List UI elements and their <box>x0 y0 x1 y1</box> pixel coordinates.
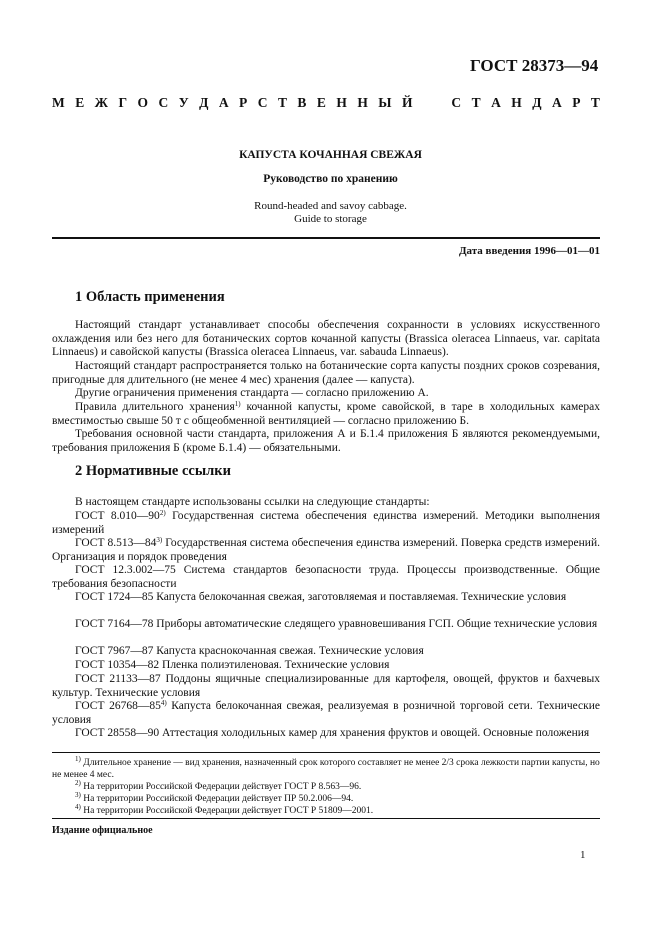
section-1-paragraph-2: Настоящий стандарт распространяется только на ботанические сорта капусты поздних сроков созревания, пригодные для длительного (не менее 4 мес) хранения (далее — капуста). <box>52 360 600 386</box>
banner-letter: Т <box>277 95 287 110</box>
footnote-separator <box>52 752 600 753</box>
reference-title: Капуста краснокочанная свежая. Технические условия <box>153 645 424 657</box>
banner-letter: Й <box>402 95 413 110</box>
banner-letter: О <box>137 95 149 110</box>
reference-code[interactable]: ГОСТ 7967—87 <box>75 645 154 657</box>
footnote-item <box>52 805 600 817</box>
title-divider <box>52 237 600 239</box>
banner-letter: Е <box>316 95 326 110</box>
banner-letter: М <box>52 95 65 110</box>
banner-letter: А <box>218 95 229 110</box>
page-number: 1 <box>580 849 586 861</box>
official-edition-label: Издание официальное <box>52 825 153 836</box>
gost-number: ГОСТ 28373—94 <box>470 56 599 75</box>
reference-code[interactable]: ГОСТ 26768—85 <box>75 700 161 712</box>
banner-letter: Т <box>471 95 481 110</box>
footnote-item <box>52 793 600 805</box>
footer-divider <box>52 818 600 819</box>
banner-letter: Р <box>239 95 248 110</box>
banner-letter: Е <box>75 95 85 110</box>
banner-letter: А <box>491 95 501 110</box>
footnote-item <box>52 757 600 781</box>
paragraph-4-start: Правила длительного хранения <box>75 401 235 413</box>
reference-title: Система стандартов безопасности труда. Процессы производственные. Общие требования безопасности <box>52 564 600 590</box>
banner-letter: Н <box>357 95 368 110</box>
section-1-paragraph-4 <box>52 401 600 428</box>
document-subtitle: Руководство по хранению <box>263 173 398 185</box>
reference-title: Капуста белокочанная свежая, заготовляемая и поставляемая. Технические условия <box>153 591 567 603</box>
banner-letter: Д <box>199 95 209 110</box>
section-1-heading: 1 Область применения <box>75 289 225 305</box>
banner-letter: Д <box>532 95 542 110</box>
document-title: КАПУСТА КОЧАННАЯ СВЕЖАЯ <box>239 149 422 161</box>
reference-code[interactable]: ГОСТ 7164—78 <box>75 618 154 630</box>
footnote-mark: 1) <box>75 755 81 763</box>
footnote-mark: 4) <box>75 803 81 811</box>
banner-letter: Р <box>572 95 581 110</box>
paragraph-4-end: кочанной капусты, кроме савойской, в таре в холодильных камерах вместимостью свыше 50 т с общеобменной вентиляцией — согласно приложению Б. <box>52 401 600 427</box>
reference-code[interactable]: ГОСТ 28558—90 <box>75 727 160 739</box>
reference-item <box>52 700 600 727</box>
footnote-text: На территории Российской Федерации действует ГОСТ Р 51809—2001. <box>83 806 374 816</box>
reference-code[interactable]: ГОСТ 8.513—84 <box>75 537 157 549</box>
footnote-mark: 2) <box>75 779 81 787</box>
reference-code[interactable]: ГОСТ 21133—87 <box>75 673 161 685</box>
footnote-ref[interactable]: 2) <box>159 509 166 517</box>
reference-item <box>52 659 600 673</box>
footnote-mark: 3) <box>75 791 81 799</box>
reference-code[interactable]: ГОСТ 1724—85 <box>75 591 154 603</box>
banner-letter: С <box>451 95 462 110</box>
banner-letter: А <box>552 95 562 110</box>
footnote-ref[interactable]: 3) <box>156 536 163 544</box>
section-1-paragraph-5: Требования основной части стандарта, приложения А и Б.1.4 приложения Б являются рекомендуемыми, требования приложения Б (кроме Б.1.4) — обязательными. <box>52 428 600 454</box>
footnote-text: Длительное хранение — вид хранения, назначенный срок которого составляет не менее 2/3 срока лежкости партии капусты, но не менее 4 мес. <box>52 758 600 780</box>
banner-letter: Ы <box>378 95 392 110</box>
banner-letter: Ж <box>94 95 109 110</box>
banner-letter: В <box>297 95 307 110</box>
reference-item <box>52 645 600 659</box>
reference-title: Государственная система обеспечения единства измерений. Методики выполнения измерений <box>52 510 600 536</box>
banner-letter: Т <box>590 95 600 110</box>
reference-code[interactable]: ГОСТ 10354—82 <box>75 659 160 671</box>
english-title-line-2: Guide to storage <box>294 213 367 225</box>
reference-title: Аттестация холодильных камер для хранения фруктов и овощей. Основные положения <box>159 727 590 739</box>
section-1-paragraph-1: Настоящий стандарт устанавливает способы обеспечения сохранности в условиях искусственного охлаждения или без него для ботанических сортов кочанной капусты (Brassica oleracea Linnaeus, var. capitata Linnaeus) и савойской капусты (Brassica oleracea Linnaeus, var. sabauda Linnaeus). <box>52 319 600 359</box>
footnote-ref-1[interactable]: 1) <box>234 400 241 408</box>
reference-item <box>52 673 600 700</box>
banner-letter: С <box>257 95 268 110</box>
section-2-heading: 2 Нормативные ссылки <box>75 463 231 479</box>
reference-title: Пленка полиэтиленовая. Технические условия <box>159 659 390 671</box>
banner-letter: С <box>158 95 169 110</box>
reference-item <box>52 564 600 591</box>
section-1-paragraph-3: Другие ограничения применения стандарта — согласно приложению А. <box>75 387 429 399</box>
section-2-intro: В настоящем стандарте использованы ссылки на следующие стандарты: <box>75 496 430 508</box>
banner-gap <box>423 95 441 111</box>
reference-code[interactable]: ГОСТ 8.010—90 <box>75 510 160 522</box>
reference-item <box>52 591 600 605</box>
introduction-date: Дата введения 1996—01—01 <box>458 245 600 257</box>
footnote-item <box>52 781 600 793</box>
standard-type-banner <box>52 95 600 111</box>
reference-title: Капуста белокочанная свежая, реализуемая в розничной торговой сети. Технические условия <box>52 700 600 726</box>
reference-item <box>52 537 600 564</box>
reference-item <box>52 510 600 537</box>
reference-title: Поддоны ящичные специализированные для картофеля, овощей, фруктов и бахчевых культур. Технические условия <box>52 673 600 699</box>
footnote-ref[interactable]: 4) <box>160 699 167 707</box>
footnote-text: На территории Российской Федерации действует ГОСТ Р 8.563—96. <box>83 782 362 792</box>
banner-letter: Н <box>336 95 347 110</box>
english-title-line-1: Round-headed and savoy cabbage. <box>254 200 407 212</box>
reference-title: Государственная система обеспечения единства измерений. Поверка средств измерений. Организация и порядок проведения <box>52 537 600 563</box>
footnote-text: На территории Российской Федерации действует ПР 50.2.006—94. <box>83 794 354 804</box>
reference-code[interactable]: ГОСТ 12.3.002—75 <box>75 564 176 576</box>
banner-letter: У <box>178 95 189 110</box>
reference-item <box>52 618 600 632</box>
banner-letter: Н <box>511 95 522 110</box>
reference-title: Приборы автоматические следящего уравновешивания ГСП. Общие технические условия <box>153 618 598 630</box>
banner-letter: Г <box>118 95 128 110</box>
reference-item <box>52 727 600 741</box>
